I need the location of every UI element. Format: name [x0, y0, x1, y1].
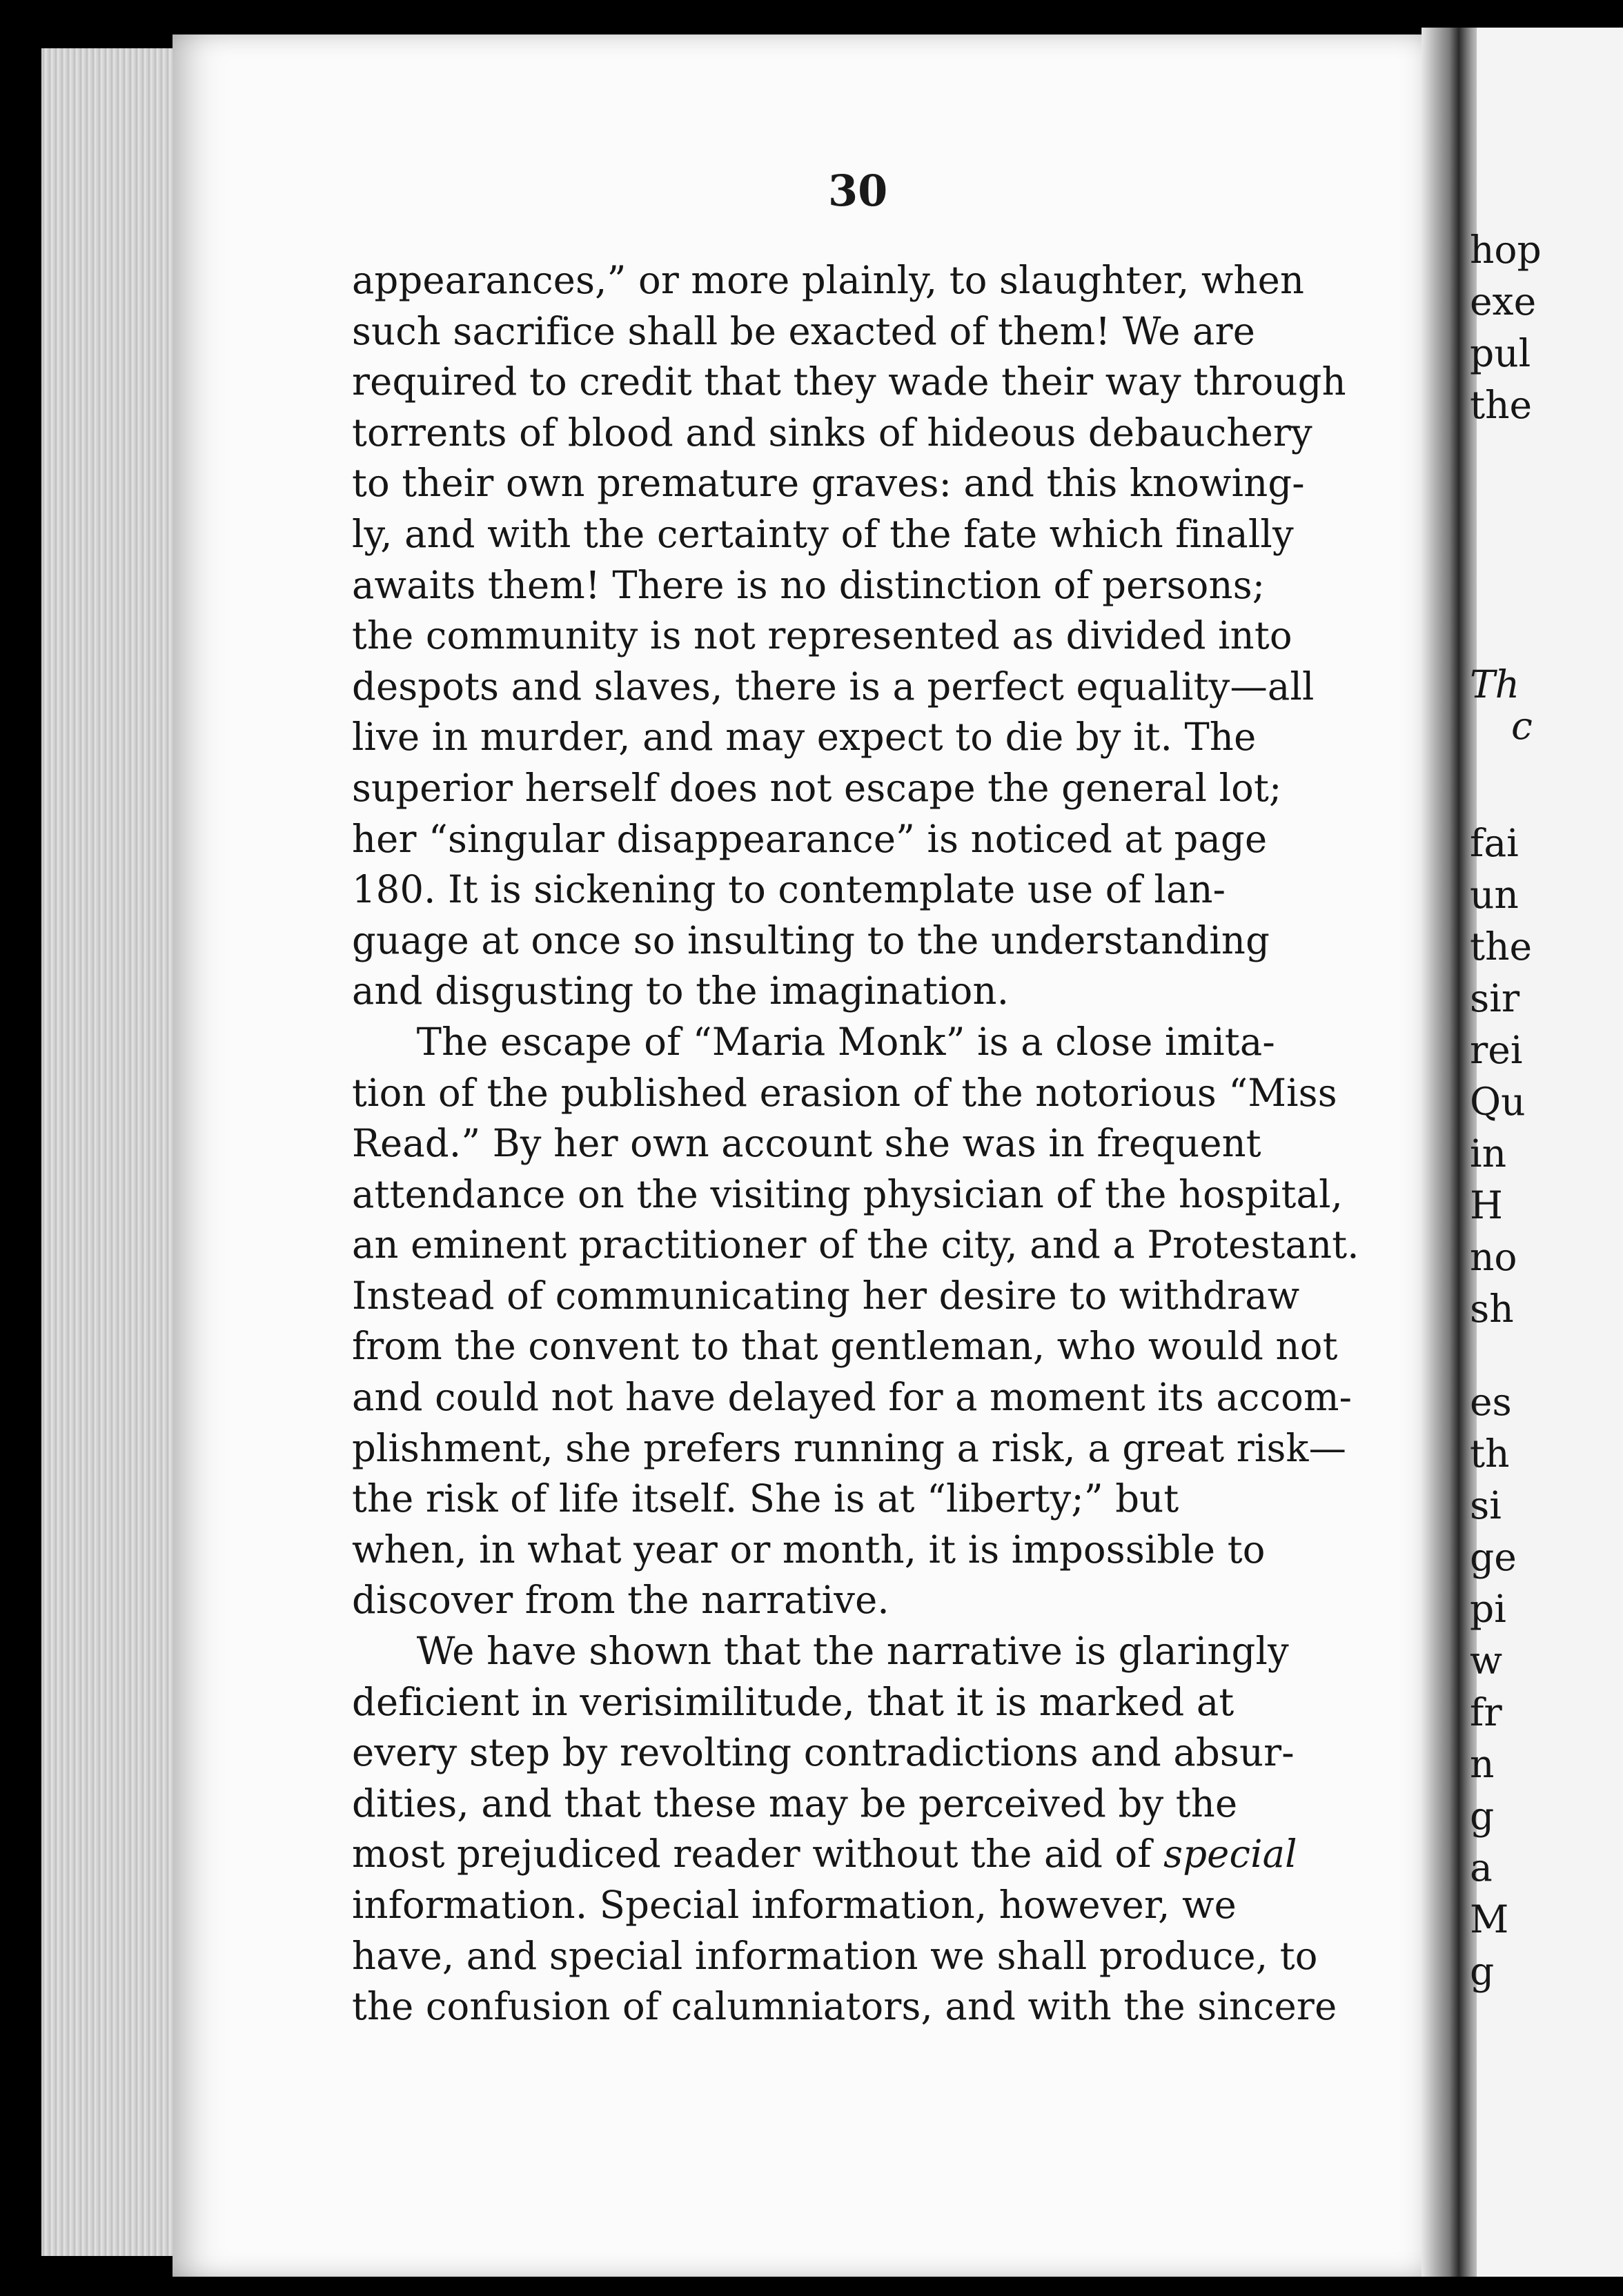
text-line: torrents of blood and sinks of hideous debauchery	[352, 410, 1312, 455]
text-line: dities, and that these may be perceived by the	[352, 1781, 1238, 1825]
text-line: The escape of “Maria Monk” is a close imita-	[416, 1019, 1275, 1064]
text-line: have, and special information we shall produce, to	[352, 1933, 1318, 1978]
text-line: 180. It is sickening to contemplate use of lan-	[352, 867, 1226, 912]
right-page-text-fragment: sh	[1470, 1287, 1514, 1331]
body-text	[352, 255, 1401, 2032]
right-page-text-fragment: pul	[1470, 331, 1531, 375]
right-page-text-fragment: Qu	[1470, 1080, 1526, 1124]
right-page-text-fragment: c	[1511, 704, 1533, 748]
text-line: Instead of communicating her desire to withdraw	[352, 1273, 1300, 1318]
text-line: information. Special information, however, we	[352, 1883, 1237, 1927]
text-line: the community is not represented as divided into	[352, 613, 1292, 658]
right-page-text-fragment: M	[1470, 1897, 1509, 1941]
right-page-text-fragment: the	[1470, 924, 1533, 969]
right-page-text-fragment: un	[1470, 873, 1519, 917]
text-line: We have shown that the narrative is glaringly	[416, 1629, 1289, 1674]
right-page-text-fragment: n	[1470, 1742, 1495, 1786]
right-page-text-fragment: pi	[1470, 1587, 1506, 1631]
right-page-text-fragment: si	[1470, 1483, 1502, 1527]
right-page-text-fragment: w	[1470, 1639, 1503, 1683]
right-page-text-fragment: g	[1470, 1949, 1495, 1993]
text-line: superior herself does not escape the general lot;	[352, 765, 1282, 810]
right-page-text-fragment: fai	[1470, 821, 1519, 865]
text-line: deficient in verisimilitude, that it is marked at	[352, 1679, 1235, 1724]
text-line: from the convent to that gentleman, who would not	[352, 1324, 1338, 1369]
text-line: the risk of life itself. She is at “liberty;” but	[352, 1476, 1179, 1521]
text-line: when, in what year or month, it is impossible to	[352, 1527, 1266, 1572]
text-line: attendance on the visiting physician of the hospital,	[352, 1171, 1344, 1216]
right-page-text-fragment: sir	[1470, 976, 1520, 1020]
text-line: an eminent practitioner of the city, and a Protestant.	[352, 1223, 1359, 1267]
text-line: ly, and with the certainty of the fate which finally	[352, 511, 1294, 556]
text-line: Read.” By her own account she was in frequent	[352, 1121, 1261, 1166]
text-line: plishment, she prefers running a risk, a great risk—	[352, 1425, 1347, 1470]
right-page-text-fragment: in	[1470, 1131, 1507, 1176]
right-page-text-fragment: hop	[1470, 228, 1542, 272]
right-page-fragment	[1470, 28, 1623, 2277]
right-page-text-fragment: th	[1470, 1432, 1510, 1476]
right-page-text-fragment: the	[1470, 383, 1533, 427]
right-page-text-fragment: Th	[1470, 662, 1520, 706]
text-line: the confusion of calumniators, and with the sincere	[352, 1984, 1337, 2029]
text-line: live in murder, and may expect to die by it. The	[352, 715, 1257, 760]
text-line: despots and slaves, there is a perfect equality—all	[352, 664, 1315, 709]
right-page-text-fragment: exe	[1470, 279, 1537, 324]
right-page-text-fragment: no	[1470, 1235, 1517, 1279]
right-page-text-fragment: fr	[1470, 1690, 1502, 1734]
right-page-text-fragment: a	[1470, 1845, 1493, 1890]
page-number: 30	[828, 166, 888, 216]
text-line: discover from the narrative.	[352, 1578, 889, 1623]
text-segment: most prejudiced reader without the aid of	[352, 1832, 1164, 1877]
text-line: and disgusting to the imagination.	[352, 969, 1010, 1013]
right-page-text-fragment: es	[1470, 1380, 1512, 1424]
text-line-with-emphasis	[352, 1829, 1387, 1880]
text-line: such sacrifice shall be exacted of them! We are	[352, 308, 1256, 353]
right-page-text-fragment: rei	[1470, 1028, 1523, 1072]
text-line: tion of the published erasion of the notorious “Miss	[352, 1070, 1337, 1115]
text-line: appearances,” or more plainly, to slaughter, when	[352, 258, 1305, 302]
text-line: required to credit that they wade their way through	[352, 359, 1346, 404]
right-page-text-fragment: g	[1470, 1794, 1495, 1838]
emphasized-word: special	[1163, 1832, 1297, 1877]
text-line: her “singular disappearance” is noticed at page	[352, 816, 1268, 861]
text-line: awaits them! There is no distinction of persons;	[352, 562, 1266, 607]
page-edges	[41, 48, 179, 2256]
text-line: and could not have delayed for a moment its accom-	[352, 1375, 1352, 1420]
text-line: every step by revolting contradictions and absur-	[352, 1730, 1295, 1775]
right-page-text-fragment: ge	[1470, 1535, 1517, 1579]
text-line: guage at once so insulting to the understanding	[352, 918, 1270, 962]
right-page-text-fragment: H	[1470, 1183, 1503, 1227]
text-line: to their own premature graves: and this knowing-	[352, 461, 1305, 506]
